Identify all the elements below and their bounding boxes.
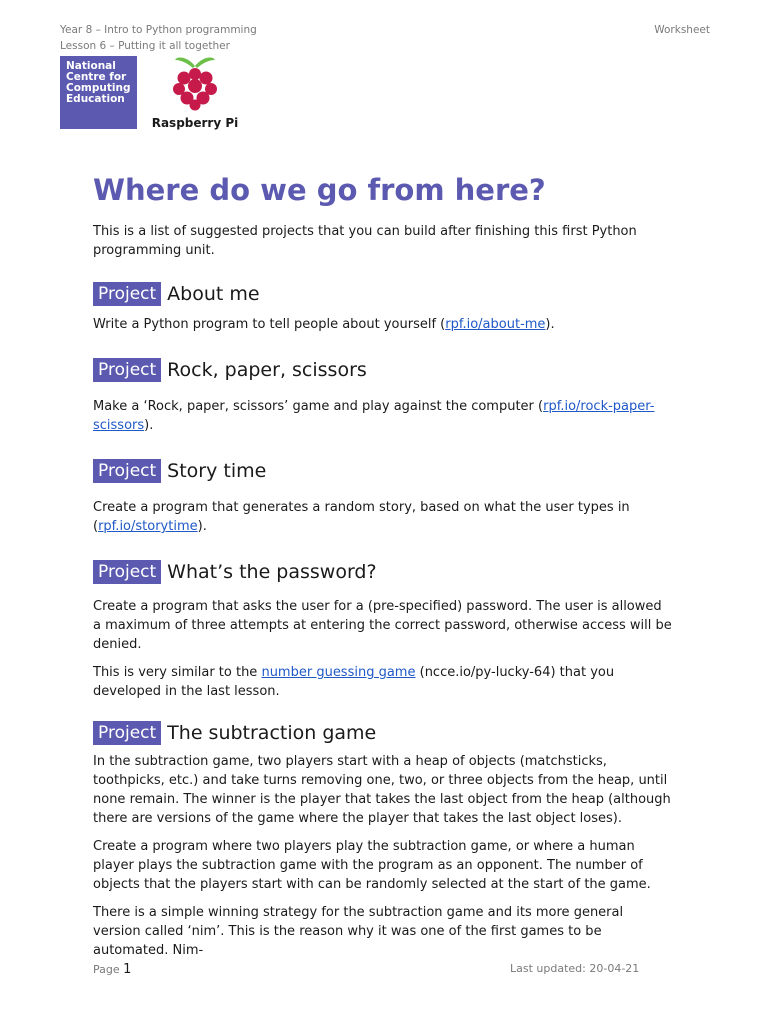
page-number-value: 1 [123, 962, 132, 977]
project-title: What’s the password? [167, 561, 377, 583]
page-title: Where do we go from here? [93, 173, 546, 207]
text: Make a ‘Rock, paper, scissors’ game and play against the computer ( [93, 399, 544, 414]
course-title: Year 8 – Intro to Python programming [60, 24, 257, 36]
project-tag: Project [93, 358, 161, 382]
page-number [93, 962, 131, 977]
project-title: Rock, paper, scissors [167, 359, 367, 381]
ncce-logo-line: Centre for [66, 71, 127, 83]
project-description: In the subtraction game, two players start with a heap of objects (matchsticks, toothpicks, etc.) and take turns removing one, two, or three objects from the heap, until none remain. The winner is the player that takes the last object from the heap (although there are versions of the game where the player that takes the last object loses). [93, 754, 671, 826]
project-description: There is a simple winning strategy for the subtraction game and its more general version called ‘nim’. This is the reason why it was one of the first games to be automated. Nim- [93, 905, 624, 958]
ncce-logo [60, 56, 137, 129]
project-link[interactable]: rpf.io/rock-paper-scissors [93, 399, 655, 433]
project-tag: Project [93, 282, 161, 306]
text: ). [144, 418, 154, 433]
ncce-logo-line: Computing [66, 82, 131, 94]
project-description [93, 315, 673, 334]
project-title: The subtraction game [167, 722, 377, 744]
text: (ncce.io/py-lucky-64) that you developed in the last lesson. [93, 665, 615, 699]
project-heading [93, 281, 673, 307]
project-description [93, 498, 673, 536]
project-heading [93, 458, 673, 484]
last-updated: Last updated: 20-04-21 [510, 962, 640, 975]
page-label: Page [93, 963, 120, 976]
project-description [93, 397, 673, 435]
worksheet-content [93, 170, 673, 969]
ncce-logo-line: National [66, 60, 116, 72]
doc-type-label: Worksheet [654, 24, 710, 36]
text: Write a Python program to tell people about yourself ( [93, 317, 446, 332]
project-link[interactable]: rpf.io/about-me [445, 317, 546, 332]
intro-paragraph: This is a list of suggested projects that you can build after finishing this first Python programming unit. [93, 224, 637, 258]
project-description: Create a program where two players play the subtraction game, or where a human player plays the subtraction game with the program as an opponent. The number of objects that the players start with can be randomly selected at the start of the game. [93, 839, 651, 892]
text: Create a program that generates a random story, based on what the user types in ( [93, 500, 630, 534]
project-link[interactable]: rpf.io/storytime [98, 519, 198, 534]
raspberry-icon [169, 54, 221, 112]
project-description: Create a program that asks the user for a (pre-specified) password. The user is allowed a maximum of three attempts at entering the correct password, otherwise access will be denied. [93, 599, 672, 652]
project-heading [93, 357, 673, 383]
project-tag: Project [93, 721, 161, 745]
project-tag: Project [93, 560, 161, 584]
project-description [93, 663, 673, 701]
raspberry-pi-wordmark: Raspberry Pi [151, 116, 239, 130]
project-link[interactable]: number guessing game [261, 665, 416, 680]
raspberry-pi-logo [150, 54, 240, 134]
project-heading [93, 559, 673, 585]
project-tag: Project [93, 459, 161, 483]
project-heading [93, 720, 673, 746]
text: ). [197, 519, 207, 534]
ncce-logo-line: Education [66, 93, 125, 105]
lesson-title: Lesson 6 – Putting it all together [60, 40, 230, 52]
project-title: About me [167, 283, 260, 305]
text: This is very similar to the [93, 665, 262, 680]
document-header [60, 22, 257, 54]
project-title: Story time [167, 460, 267, 482]
text: ). [545, 317, 555, 332]
